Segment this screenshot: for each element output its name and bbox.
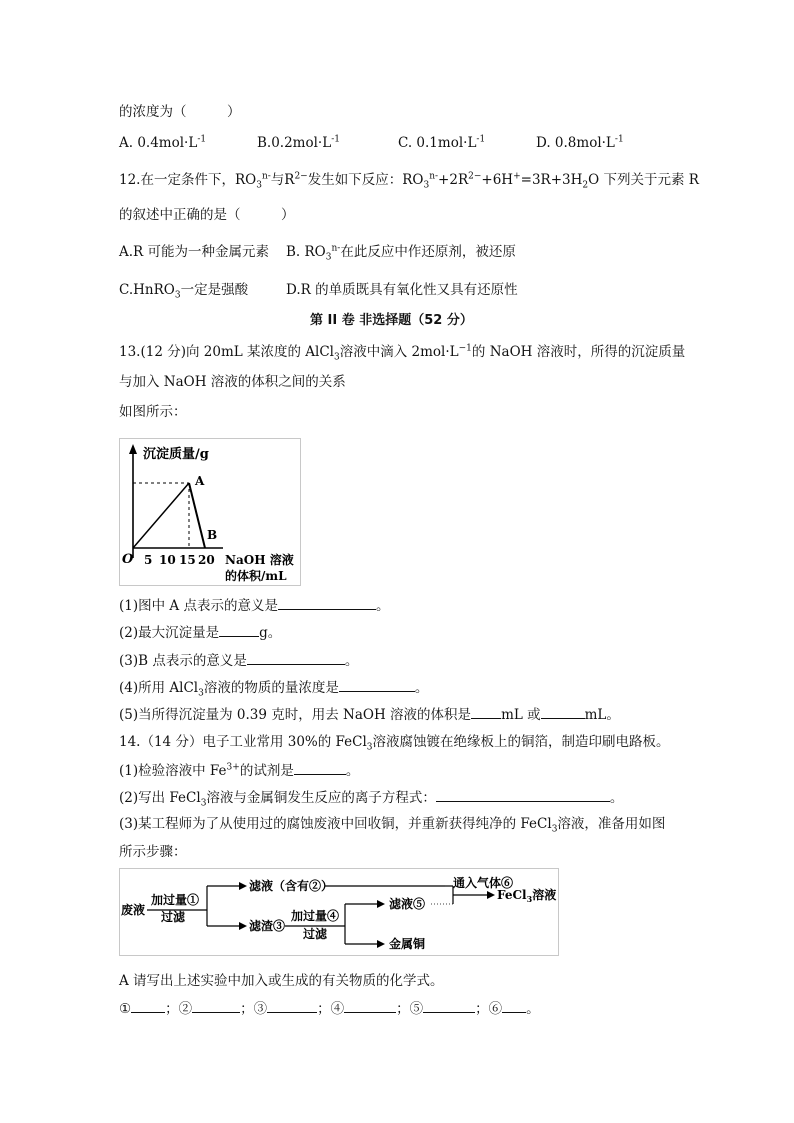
q12-option-a: A.R 可能为一种金属元素 [119, 244, 269, 260]
filtrate1-label: 滤液（含有②） [249, 879, 334, 893]
q13-precipitate-chart [119, 438, 301, 586]
flowchart-svg [119, 868, 559, 956]
q13-sub-2: (2)最大沉淀量是 g。 [119, 625, 282, 641]
q14-answer-blanks: ① ；② ；③ ；④ ；⑤ ；⑥ 。 [119, 1001, 540, 1017]
waste-label: 废液 [121, 903, 146, 917]
origin-label: O [122, 552, 134, 567]
q13-sub-4: (4)所用 AlCl$_3$溶液的物质的量浓度是 。 [119, 680, 429, 699]
x-tick-20: 20 [198, 553, 215, 567]
q14-sub-3-line1: (3)某工程师为了从使用过的腐蚀废液中回收铜，并重新获得纯净的 FeCl$_3$溶液，准备用如图 [119, 816, 666, 835]
q12-stem-line1: 12.在一定条件下，$RO_3^{n-}$与$R^{2-}$发生如下反应：$RO_3^{n-}+2R^{2-}+6H^+=3R+3H_2O$ 下列关于元素 R [119, 171, 699, 191]
q14-sub-1: (1)检验溶液中 $Fe^{3+}$的试剂是 。 [119, 762, 360, 779]
point-b-label: B [207, 528, 218, 542]
q13-stem-line1: 13.(12 分)向 20mL 某浓度的 AlCl$_3$溶液中滴入 $2mol\cdot L^{-1}$的 NaOH 溶液时，所得的沉淀质量 [119, 343, 686, 363]
q11-option-c: C. $0.1mol\cdot L^{-1}$ [398, 134, 486, 151]
x-axis-label-line2: 的体积/mL [225, 569, 287, 583]
q14-sub-2: (2)写出 FeCl$_3$溶液与金属铜发生反应的离子方程式： 。 [119, 790, 624, 809]
chart-svg [119, 438, 301, 586]
gas6-label: 通入气体⑥ [453, 876, 514, 890]
product-label: FeCl$_3$溶液 [497, 888, 557, 904]
q12-stem-line2: 的叙述中正确的是（ ） [119, 207, 295, 223]
q11-option-b: $B.0.2mol\cdot L^{-1}$ [257, 134, 340, 151]
x-tick-15: 15 [179, 553, 196, 567]
q11-option-a: A. $0.4mol\cdot L^{-1}$ [119, 134, 207, 151]
q13-stem-line3: 如图所示： [119, 404, 187, 420]
q11-tail: 的浓度为（ ） [119, 104, 241, 120]
filtrate5-label: 滤液⑤ [389, 897, 426, 911]
section-title: 第 II 卷 非选择题（52 分） [310, 313, 473, 328]
step4-top-label: 加过量④ [291, 909, 340, 923]
y-axis-label: 沉淀质量/g [143, 447, 209, 462]
q12-option-b: B. $RO_3^{n-}$在此反应中作还原剂，被还原 [286, 243, 516, 263]
q13-sub-3: (3)B 点表示的意义是 。 [119, 653, 359, 669]
q12-option-d: D.R 的单质既具有氧化性又具有还原性 [286, 282, 518, 298]
q12-option-c: C.HnRO$_3$一定是强酸 [119, 282, 249, 301]
step1-top-label: 加过量① [151, 893, 200, 907]
x-axis-label-line1: NaOH 溶液 [225, 553, 294, 567]
residue3-label: 滤渣③ [249, 919, 286, 933]
point-a-label: A [195, 474, 205, 488]
x-tick-10: 10 [159, 553, 176, 567]
step1-bottom-label: 过滤 [161, 910, 186, 924]
q11-option-d: D. $0.8mol\cdot L^{-1}$ [536, 134, 624, 151]
q14-part-a-prompt: A 请写出上述实验中加入或生成的有关物质的化学式。 [119, 973, 444, 989]
q14-stem: 14.（14 分）电子工业常用 30%的 FeCl$_3$溶液腐蚀镀在绝缘板上的铜箔，制造印刷电路板。 [119, 734, 670, 753]
q14-sub-3-line2: 所示步骤： [119, 844, 187, 860]
copper-label: 金属铜 [389, 937, 426, 951]
q13-stem-line2: 与加入 NaOH 溶液的体积之间的关系 [119, 374, 346, 390]
step4-bottom-label: 过滤 [303, 927, 328, 941]
q13-sub-5: (5)当所得沉淀量为 0.39 克时，用去 NaOH 溶液的体积是 mL 或 mL。 [119, 707, 620, 723]
x-tick-5: 5 [144, 553, 153, 567]
q14-flowchart [119, 868, 559, 956]
q13-sub-1: (1)图中 A 点表示的意义是 。 [119, 598, 390, 614]
